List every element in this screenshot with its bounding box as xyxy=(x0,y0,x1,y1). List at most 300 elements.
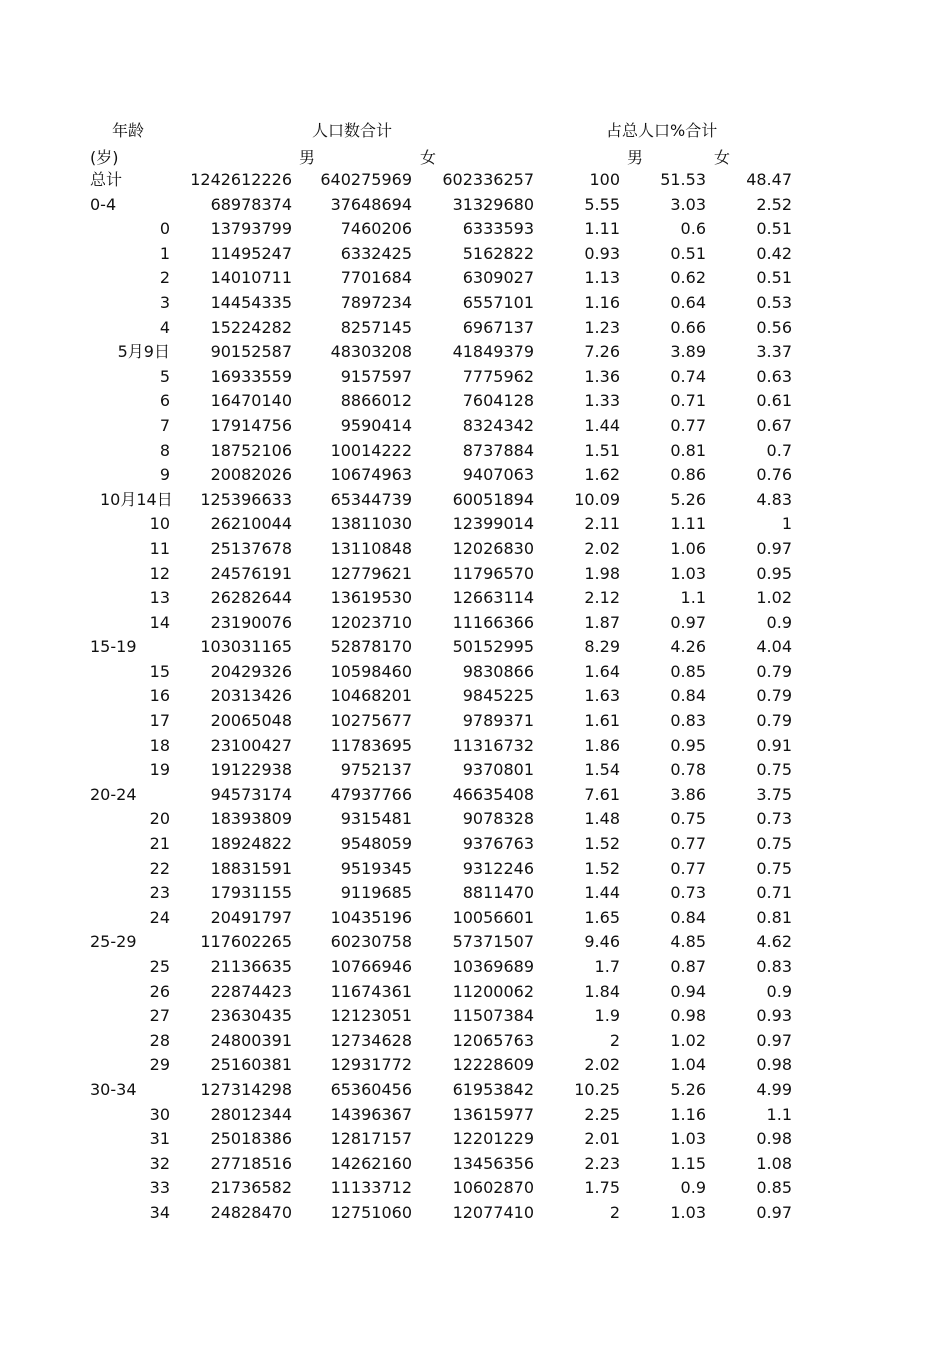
table-row xyxy=(0,439,950,464)
total-cell: 22874423 xyxy=(210,981,292,1001)
table-row xyxy=(0,1078,950,1103)
table-body xyxy=(0,168,950,1226)
percent-male-cell: 1.03 xyxy=(670,563,706,583)
total-cell: 23100427 xyxy=(210,735,292,755)
percent-female-cell: 0.98 xyxy=(756,1055,792,1075)
total-cell: 20082026 xyxy=(210,465,292,485)
female-cell: 12399014 xyxy=(452,514,534,534)
table-row xyxy=(0,881,950,906)
female-cell: 9078328 xyxy=(462,809,534,829)
female-cell: 31329680 xyxy=(452,194,534,214)
total-cell: 26210044 xyxy=(210,514,292,534)
table-row xyxy=(0,734,950,759)
female-cell: 13456356 xyxy=(452,1153,534,1173)
percent-total-cell: 5.55 xyxy=(584,194,620,214)
total-cell: 14454335 xyxy=(210,292,292,312)
percent-female-cell: 0.79 xyxy=(756,661,792,681)
percent-female-cell: 0.95 xyxy=(756,563,792,583)
table-row xyxy=(0,783,950,808)
percent-male-cell: 1.11 xyxy=(670,514,706,534)
percent-total-cell: 1.52 xyxy=(584,834,620,854)
table-row xyxy=(0,586,950,611)
male-cell: 9119685 xyxy=(340,883,412,903)
male-cell: 12123051 xyxy=(330,1006,412,1026)
percent-total-cell: 7.26 xyxy=(584,342,620,362)
female-cell: 10602870 xyxy=(452,1178,534,1198)
table-row xyxy=(0,1176,950,1201)
age-label: 8 xyxy=(159,440,170,460)
total-cell: 94573174 xyxy=(210,784,292,804)
male-cell: 10435196 xyxy=(330,907,412,927)
percent-total-cell: 1.65 xyxy=(584,907,620,927)
table-row xyxy=(0,758,950,783)
table-row xyxy=(0,488,950,513)
percent-female-cell: 1.08 xyxy=(756,1153,792,1173)
male-cell: 9752137 xyxy=(340,760,412,780)
percent-male-cell: 0.98 xyxy=(670,1006,706,1026)
age-label: 29 xyxy=(149,1055,170,1075)
age-label: 10 xyxy=(149,514,170,534)
total-cell: 103031165 xyxy=(200,637,292,657)
table-row xyxy=(0,316,950,341)
percent-male-cell: 0.62 xyxy=(670,268,706,288)
age-label: 23 xyxy=(149,883,170,903)
female-cell: 12201229 xyxy=(452,1129,534,1149)
table-row xyxy=(0,832,950,857)
female-cell: 9830866 xyxy=(462,661,534,681)
total-cell: 19122938 xyxy=(210,760,292,780)
male-cell: 12931772 xyxy=(330,1055,412,1075)
age-label: 0-4 xyxy=(90,194,117,214)
percent-male-cell: 4.85 xyxy=(670,932,706,952)
male-cell: 12023710 xyxy=(330,612,412,632)
table-row xyxy=(0,857,950,882)
female-cell: 9407063 xyxy=(462,465,534,485)
percent-male-cell: 0.87 xyxy=(670,957,706,976)
percent-female-cell: 4.04 xyxy=(756,637,792,657)
female-cell: 57371507 xyxy=(452,932,534,952)
percent-total-cell: 1.54 xyxy=(584,760,620,780)
percent-male-cell: 4.26 xyxy=(670,637,706,657)
percent-total-cell: 2.23 xyxy=(584,1153,620,1173)
table-row xyxy=(0,807,950,832)
age-label: 9 xyxy=(159,465,170,485)
total-cell: 28012344 xyxy=(210,1104,292,1124)
age-label: 12 xyxy=(149,563,170,583)
age-label: 5月9日 xyxy=(117,342,170,362)
percent-total-cell: 1.7 xyxy=(594,957,620,976)
female-cell: 11200062 xyxy=(452,981,534,1001)
percent-male-cell: 0.51 xyxy=(670,243,706,263)
percent-female-cell: 48.47 xyxy=(746,170,792,189)
percent-female-cell: 0.56 xyxy=(756,317,792,337)
female-cell: 9312246 xyxy=(462,858,534,878)
percent-female-cell: 0.9 xyxy=(766,612,792,632)
age-label: 25 xyxy=(149,957,170,976)
male-cell: 10766946 xyxy=(330,957,412,976)
percent-female-cell: 0.71 xyxy=(756,883,792,903)
female-cell: 9845225 xyxy=(462,686,534,706)
percent-male-cell: 1.02 xyxy=(670,1030,706,1050)
percent-male-cell: 0.95 xyxy=(670,735,706,755)
table-row xyxy=(0,562,950,587)
total-cell: 18752106 xyxy=(210,440,292,460)
age-label: 33 xyxy=(149,1178,170,1198)
percent-female-cell: 1 xyxy=(781,514,792,534)
total-cell: 17914756 xyxy=(210,415,292,435)
total-cell: 26282644 xyxy=(210,588,292,608)
header-age: 年龄 xyxy=(112,121,145,140)
percent-female-cell: 0.63 xyxy=(756,366,792,386)
percent-male-cell: 3.03 xyxy=(670,194,706,214)
percent-male-cell: 0.85 xyxy=(670,661,706,681)
percent-male-cell: 0.81 xyxy=(670,440,706,460)
percent-male-cell: 0.84 xyxy=(670,907,706,927)
male-cell: 10674963 xyxy=(330,465,412,485)
female-cell: 46635408 xyxy=(452,784,534,804)
total-cell: 24576191 xyxy=(210,563,292,583)
total-cell: 20429326 xyxy=(210,661,292,681)
percent-total-cell: 1.23 xyxy=(584,317,620,337)
percent-male-cell: 0.97 xyxy=(670,612,706,632)
total-cell: 20313426 xyxy=(210,686,292,706)
percent-male-cell: 0.6 xyxy=(680,219,706,239)
age-label: 13 xyxy=(149,588,170,608)
age-label: 7 xyxy=(159,415,170,435)
age-label: 34 xyxy=(149,1202,170,1222)
percent-male-cell: 5.26 xyxy=(670,489,706,509)
header-percent-female: 女 xyxy=(714,148,731,167)
percent-total-cell: 1.61 xyxy=(584,711,620,731)
percent-female-cell: 3.37 xyxy=(756,342,792,362)
table-row xyxy=(0,537,950,562)
female-cell: 11796570 xyxy=(452,563,534,583)
percent-male-cell: 1.06 xyxy=(670,538,706,558)
male-cell: 13110848 xyxy=(330,538,412,558)
male-cell: 7897234 xyxy=(340,292,412,312)
total-cell: 90152587 xyxy=(210,342,292,362)
percent-total-cell: 2.02 xyxy=(584,538,620,558)
percent-female-cell: 0.75 xyxy=(756,760,792,780)
male-cell: 8866012 xyxy=(340,391,412,411)
age-label: 32 xyxy=(149,1153,170,1173)
male-cell: 13619530 xyxy=(330,588,412,608)
percent-female-cell: 0.42 xyxy=(756,243,792,263)
female-cell: 9370801 xyxy=(462,760,534,780)
percent-female-cell: 0.67 xyxy=(756,415,792,435)
table-row xyxy=(0,266,950,291)
total-cell: 13793799 xyxy=(210,219,292,239)
percent-total-cell: 2.11 xyxy=(584,514,620,534)
percent-total-cell: 1.44 xyxy=(584,415,620,435)
age-label: 26 xyxy=(149,981,170,1001)
percent-male-cell: 1.1 xyxy=(680,588,706,608)
percent-female-cell: 0.97 xyxy=(756,1202,792,1222)
total-cell: 1242612226 xyxy=(190,170,292,189)
percent-male-cell: 1.04 xyxy=(670,1055,706,1075)
age-label: 20 xyxy=(149,809,170,829)
age-label: 6 xyxy=(159,391,170,411)
percent-male-cell: 51.53 xyxy=(660,170,706,189)
female-cell: 9376763 xyxy=(462,834,534,854)
percent-female-cell: 0.61 xyxy=(756,391,792,411)
male-cell: 10468201 xyxy=(330,686,412,706)
percent-female-cell: 4.62 xyxy=(756,932,792,952)
total-cell: 16470140 xyxy=(210,391,292,411)
percent-female-cell: 0.83 xyxy=(756,957,792,976)
male-cell: 7460206 xyxy=(340,219,412,239)
total-cell: 25160381 xyxy=(210,1055,292,1075)
male-cell: 37648694 xyxy=(330,194,412,214)
total-cell: 15224282 xyxy=(210,317,292,337)
male-cell: 11674361 xyxy=(330,981,412,1001)
table-row xyxy=(0,1152,950,1177)
percent-total-cell: 10.25 xyxy=(574,1079,620,1099)
male-cell: 9548059 xyxy=(340,834,412,854)
percent-male-cell: 1.03 xyxy=(670,1129,706,1149)
percent-total-cell: 2 xyxy=(609,1030,620,1050)
table-row xyxy=(0,463,950,488)
percent-male-cell: 5.26 xyxy=(670,1079,706,1099)
percent-total-cell: 1.64 xyxy=(584,661,620,681)
table-row xyxy=(0,217,950,242)
percent-female-cell: 0.91 xyxy=(756,735,792,755)
total-cell: 117602265 xyxy=(200,932,292,952)
male-cell: 47937766 xyxy=(330,784,412,804)
age-label: 5 xyxy=(159,366,170,386)
total-cell: 11495247 xyxy=(210,243,292,263)
percent-total-cell: 1.48 xyxy=(584,809,620,829)
male-cell: 8257145 xyxy=(340,317,412,337)
percent-female-cell: 1.1 xyxy=(766,1104,792,1124)
header-percent-male: 男 xyxy=(627,148,644,167)
percent-female-cell: 0.79 xyxy=(756,711,792,731)
total-cell: 127314298 xyxy=(200,1079,292,1099)
table-row xyxy=(0,365,950,390)
table-row xyxy=(0,660,950,685)
total-cell: 21736582 xyxy=(210,1178,292,1198)
male-cell: 14396367 xyxy=(330,1104,412,1124)
female-cell: 10056601 xyxy=(452,907,534,927)
table-row xyxy=(0,340,950,365)
female-cell: 8737884 xyxy=(462,440,534,460)
percent-total-cell: 0.93 xyxy=(584,243,620,263)
age-label: 30-34 xyxy=(90,1079,137,1099)
female-cell: 41849379 xyxy=(452,342,534,362)
percent-male-cell: 1.03 xyxy=(670,1202,706,1222)
table-row xyxy=(0,906,950,931)
percent-total-cell: 100 xyxy=(589,170,620,189)
male-cell: 9519345 xyxy=(340,858,412,878)
percent-female-cell: 0.51 xyxy=(756,268,792,288)
male-cell: 10598460 xyxy=(330,661,412,681)
percent-female-cell: 0.53 xyxy=(756,292,792,312)
female-cell: 61953842 xyxy=(452,1079,534,1099)
table-row xyxy=(0,1029,950,1054)
percent-total-cell: 1.84 xyxy=(584,981,620,1001)
female-cell: 12026830 xyxy=(452,538,534,558)
percent-total-cell: 1.16 xyxy=(584,292,620,312)
age-label: 10月14日 xyxy=(100,489,173,509)
percent-male-cell: 0.86 xyxy=(670,465,706,485)
percent-total-cell: 1.11 xyxy=(584,219,620,239)
percent-female-cell: 0.98 xyxy=(756,1129,792,1149)
percent-female-cell: 0.9 xyxy=(766,981,792,1001)
percent-total-cell: 2.02 xyxy=(584,1055,620,1075)
total-cell: 17931155 xyxy=(210,883,292,903)
age-label: 4 xyxy=(159,317,170,337)
male-cell: 12779621 xyxy=(330,563,412,583)
age-label: 22 xyxy=(149,858,170,878)
percent-male-cell: 0.73 xyxy=(670,883,706,903)
percent-female-cell: 0.85 xyxy=(756,1178,792,1198)
male-cell: 12734628 xyxy=(330,1030,412,1050)
percent-total-cell: 1.87 xyxy=(584,612,620,632)
percent-total-cell: 1.86 xyxy=(584,735,620,755)
male-cell: 52878170 xyxy=(330,637,412,657)
percent-total-cell: 1.33 xyxy=(584,391,620,411)
percent-female-cell: 0.79 xyxy=(756,686,792,706)
percent-female-cell: 0.97 xyxy=(756,1030,792,1050)
percent-male-cell: 0.77 xyxy=(670,415,706,435)
age-label: 11 xyxy=(149,538,170,558)
table-row xyxy=(0,684,950,709)
total-cell: 18924822 xyxy=(210,834,292,854)
age-label: 24 xyxy=(149,907,170,927)
female-cell: 12077410 xyxy=(452,1202,534,1222)
male-cell: 11783695 xyxy=(330,735,412,755)
percent-female-cell: 0.73 xyxy=(756,809,792,829)
total-cell: 25137678 xyxy=(210,538,292,558)
male-cell: 9590414 xyxy=(340,415,412,435)
total-cell: 125396633 xyxy=(200,489,292,509)
percent-female-cell: 2.52 xyxy=(756,194,792,214)
male-cell: 48303208 xyxy=(330,342,412,362)
percent-male-cell: 1.16 xyxy=(670,1104,706,1124)
age-label: 21 xyxy=(149,834,170,854)
percent-male-cell: 0.83 xyxy=(670,711,706,731)
age-label: 14 xyxy=(149,612,170,632)
percent-total-cell: 1.75 xyxy=(584,1178,620,1198)
male-cell: 12751060 xyxy=(330,1202,412,1222)
total-cell: 27718516 xyxy=(210,1153,292,1173)
percent-total-cell: 1.62 xyxy=(584,465,620,485)
percent-female-cell: 0.93 xyxy=(756,1006,792,1026)
percent-total-cell: 7.61 xyxy=(584,784,620,804)
female-cell: 60051894 xyxy=(452,489,534,509)
percent-male-cell: 0.77 xyxy=(670,858,706,878)
percent-male-cell: 0.9 xyxy=(680,1178,706,1198)
male-cell: 7701684 xyxy=(340,268,412,288)
total-cell: 20491797 xyxy=(210,907,292,927)
header-male: 男 xyxy=(299,148,316,167)
table-row xyxy=(0,1053,950,1078)
age-label: 总计 xyxy=(90,170,123,189)
female-cell: 7775962 xyxy=(462,366,534,386)
female-cell: 6309027 xyxy=(462,268,534,288)
table-row xyxy=(0,1103,950,1128)
age-label: 1 xyxy=(159,243,170,263)
percent-male-cell: 0.74 xyxy=(670,366,706,386)
total-cell: 24828470 xyxy=(210,1202,292,1222)
percent-female-cell: 4.99 xyxy=(756,1079,792,1099)
female-cell: 6557101 xyxy=(462,292,534,312)
total-cell: 14010711 xyxy=(210,268,292,288)
table-row xyxy=(0,291,950,316)
table-row xyxy=(0,611,950,636)
table-row xyxy=(0,930,950,955)
age-label: 25-29 xyxy=(90,932,137,952)
female-cell: 12663114 xyxy=(452,588,534,608)
female-cell: 6333593 xyxy=(462,219,534,239)
percent-female-cell: 0.75 xyxy=(756,858,792,878)
percent-female-cell: 0.51 xyxy=(756,219,792,239)
age-label: 0 xyxy=(159,219,170,239)
male-cell: 10014222 xyxy=(330,440,412,460)
male-cell: 9315481 xyxy=(340,809,412,829)
age-label: 2 xyxy=(159,268,170,288)
total-cell: 18393809 xyxy=(210,809,292,829)
percent-total-cell: 8.29 xyxy=(584,637,620,657)
female-cell: 10369689 xyxy=(452,957,534,976)
total-cell: 24800391 xyxy=(210,1030,292,1050)
percent-total-cell: 1.9 xyxy=(594,1006,620,1026)
percent-total-cell: 1.13 xyxy=(584,268,620,288)
male-cell: 10275677 xyxy=(330,711,412,731)
female-cell: 8324342 xyxy=(462,415,534,435)
male-cell: 60230758 xyxy=(330,932,412,952)
percent-female-cell: 4.83 xyxy=(756,489,792,509)
total-cell: 21136635 xyxy=(210,957,292,976)
total-cell: 68978374 xyxy=(210,194,292,214)
percent-male-cell: 3.89 xyxy=(670,342,706,362)
total-cell: 18831591 xyxy=(210,858,292,878)
female-cell: 12228609 xyxy=(452,1055,534,1075)
percent-female-cell: 0.97 xyxy=(756,538,792,558)
male-cell: 14262160 xyxy=(330,1153,412,1173)
female-cell: 6967137 xyxy=(462,317,534,337)
table-row xyxy=(0,168,950,193)
female-cell: 12065763 xyxy=(452,1030,534,1050)
male-cell: 13811030 xyxy=(330,514,412,534)
age-label: 16 xyxy=(149,686,170,706)
percent-female-cell: 0.75 xyxy=(756,834,792,854)
percent-total-cell: 2.12 xyxy=(584,588,620,608)
percent-total-cell: 2.25 xyxy=(584,1104,620,1124)
male-cell: 65344739 xyxy=(330,489,412,509)
percent-total-cell: 2.01 xyxy=(584,1129,620,1149)
female-cell: 602336257 xyxy=(442,170,534,189)
percent-female-cell: 3.75 xyxy=(756,784,792,804)
age-label: 19 xyxy=(149,760,170,780)
female-cell: 11166366 xyxy=(452,612,534,632)
percent-female-cell: 0.81 xyxy=(756,907,792,927)
percent-male-cell: 0.75 xyxy=(670,809,706,829)
female-cell: 5162822 xyxy=(462,243,534,263)
age-label: 27 xyxy=(149,1006,170,1026)
male-cell: 6332425 xyxy=(340,243,412,263)
table-row xyxy=(0,955,950,980)
table-row xyxy=(0,709,950,734)
percent-total-cell: 1.51 xyxy=(584,440,620,460)
table-row xyxy=(0,980,950,1005)
table-row xyxy=(0,389,950,414)
age-label: 31 xyxy=(149,1129,170,1149)
male-cell: 9157597 xyxy=(340,366,412,386)
percent-total-cell: 1.98 xyxy=(584,563,620,583)
header-female: 女 xyxy=(420,148,437,167)
percent-total-cell: 1.36 xyxy=(584,366,620,386)
